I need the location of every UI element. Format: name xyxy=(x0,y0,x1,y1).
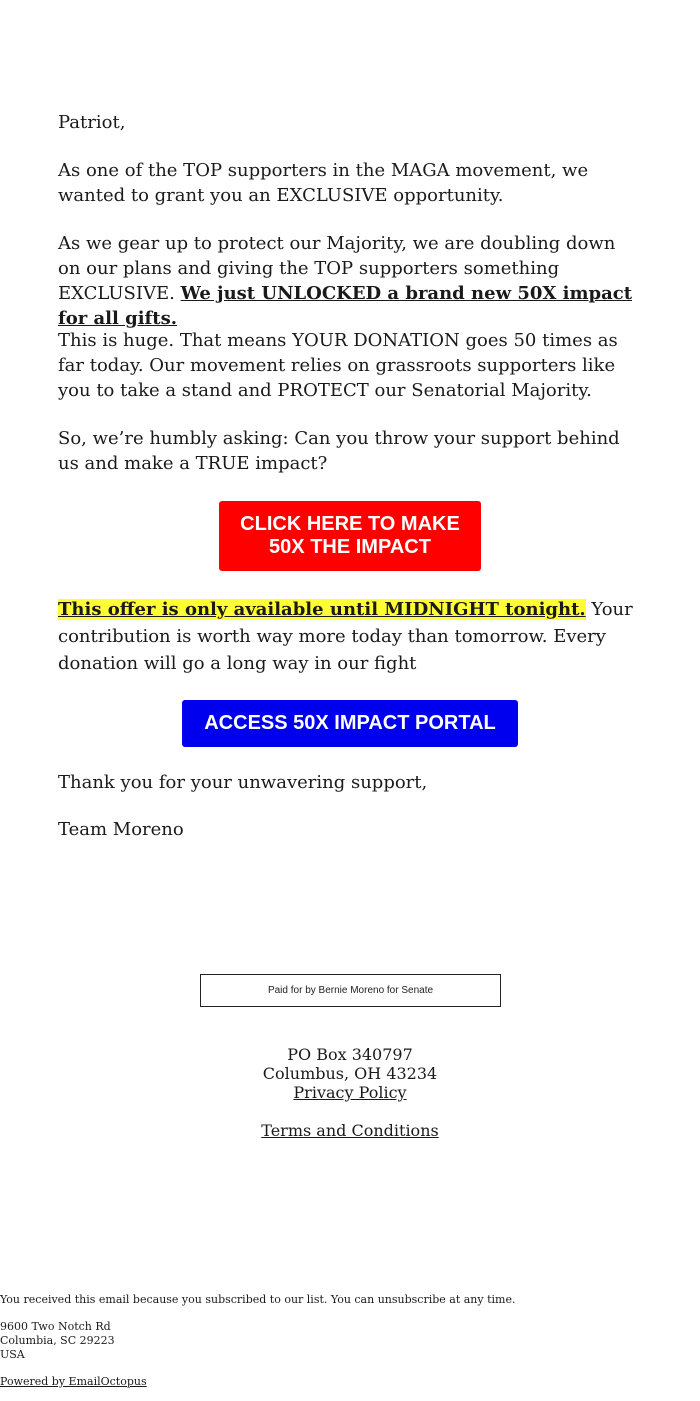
make-impact-button[interactable] xyxy=(219,501,481,571)
sender-address xyxy=(0,1320,115,1362)
sender-address-line1: 9600 Two Notch Rd xyxy=(0,1320,111,1333)
access-portal-button[interactable]: ACCESS 50X IMPACT PORTAL xyxy=(182,700,518,747)
make-impact-button-line2: 50X THE IMPACT xyxy=(269,536,431,558)
greeting: Patriot, xyxy=(58,112,126,133)
terms-container xyxy=(0,1121,700,1140)
make-impact-button-line1: CLICK HERE TO MAKE xyxy=(240,513,460,535)
privacy-policy-link[interactable]: Privacy Policy xyxy=(293,1083,407,1102)
sender-address-line2: Columbia, SC 29223 xyxy=(0,1334,115,1347)
address-line2: Columbus, OH 43234 xyxy=(262,1064,438,1083)
signoff: Team Moreno xyxy=(58,819,184,840)
terms-link[interactable]: Terms and Conditions xyxy=(261,1121,439,1140)
address-line1: PO Box 340797 xyxy=(287,1045,413,1064)
ask-paragraph: So, we’re humbly asking: Can you throw your support behind us and make a TRUE impact? xyxy=(58,428,620,474)
unlock-emphasis: We just UNLOCKED a brand new 50X impact for all gifts. xyxy=(58,283,633,329)
paid-for-disclaimer: Paid for by Bernie Moreno for Senate xyxy=(200,974,501,1007)
exclusive-text: As we gear up to protect our Majority, we are doubling down on our plans and giving the TOP supporters something EXCLUSIVE. xyxy=(58,233,616,304)
deadline-text: Your contribution is worth way more today than tomorrow. Every donation will go a long way in our fight xyxy=(58,599,633,674)
exclusive-paragraph xyxy=(58,231,643,331)
sender-address-line3: USA xyxy=(0,1348,25,1361)
powered-by xyxy=(0,1375,147,1389)
deadline-highlight: This offer is only available until MIDNIGHT tonight. xyxy=(58,599,586,620)
donation-paragraph: This is huge. That means YOUR DONATION goes 50 times as far today. Our movement relies on grassroots supporters like you to take a stand and PROTECT our Senatorial Majority. xyxy=(58,330,618,401)
campaign-address xyxy=(0,1045,700,1102)
subscription-notice: You received this email because you subscribed to our list. You can unsubscribe at any time. xyxy=(0,1293,516,1306)
emailoctopus-link[interactable]: Powered by EmailOctopus xyxy=(0,1375,147,1388)
deadline-paragraph xyxy=(58,596,643,677)
thanks-line: Thank you for your unwavering support, xyxy=(58,772,428,793)
intro-paragraph: As one of the TOP supporters in the MAGA movement, we wanted to grant you an EXCLUSIVE opportunity. xyxy=(58,160,589,206)
